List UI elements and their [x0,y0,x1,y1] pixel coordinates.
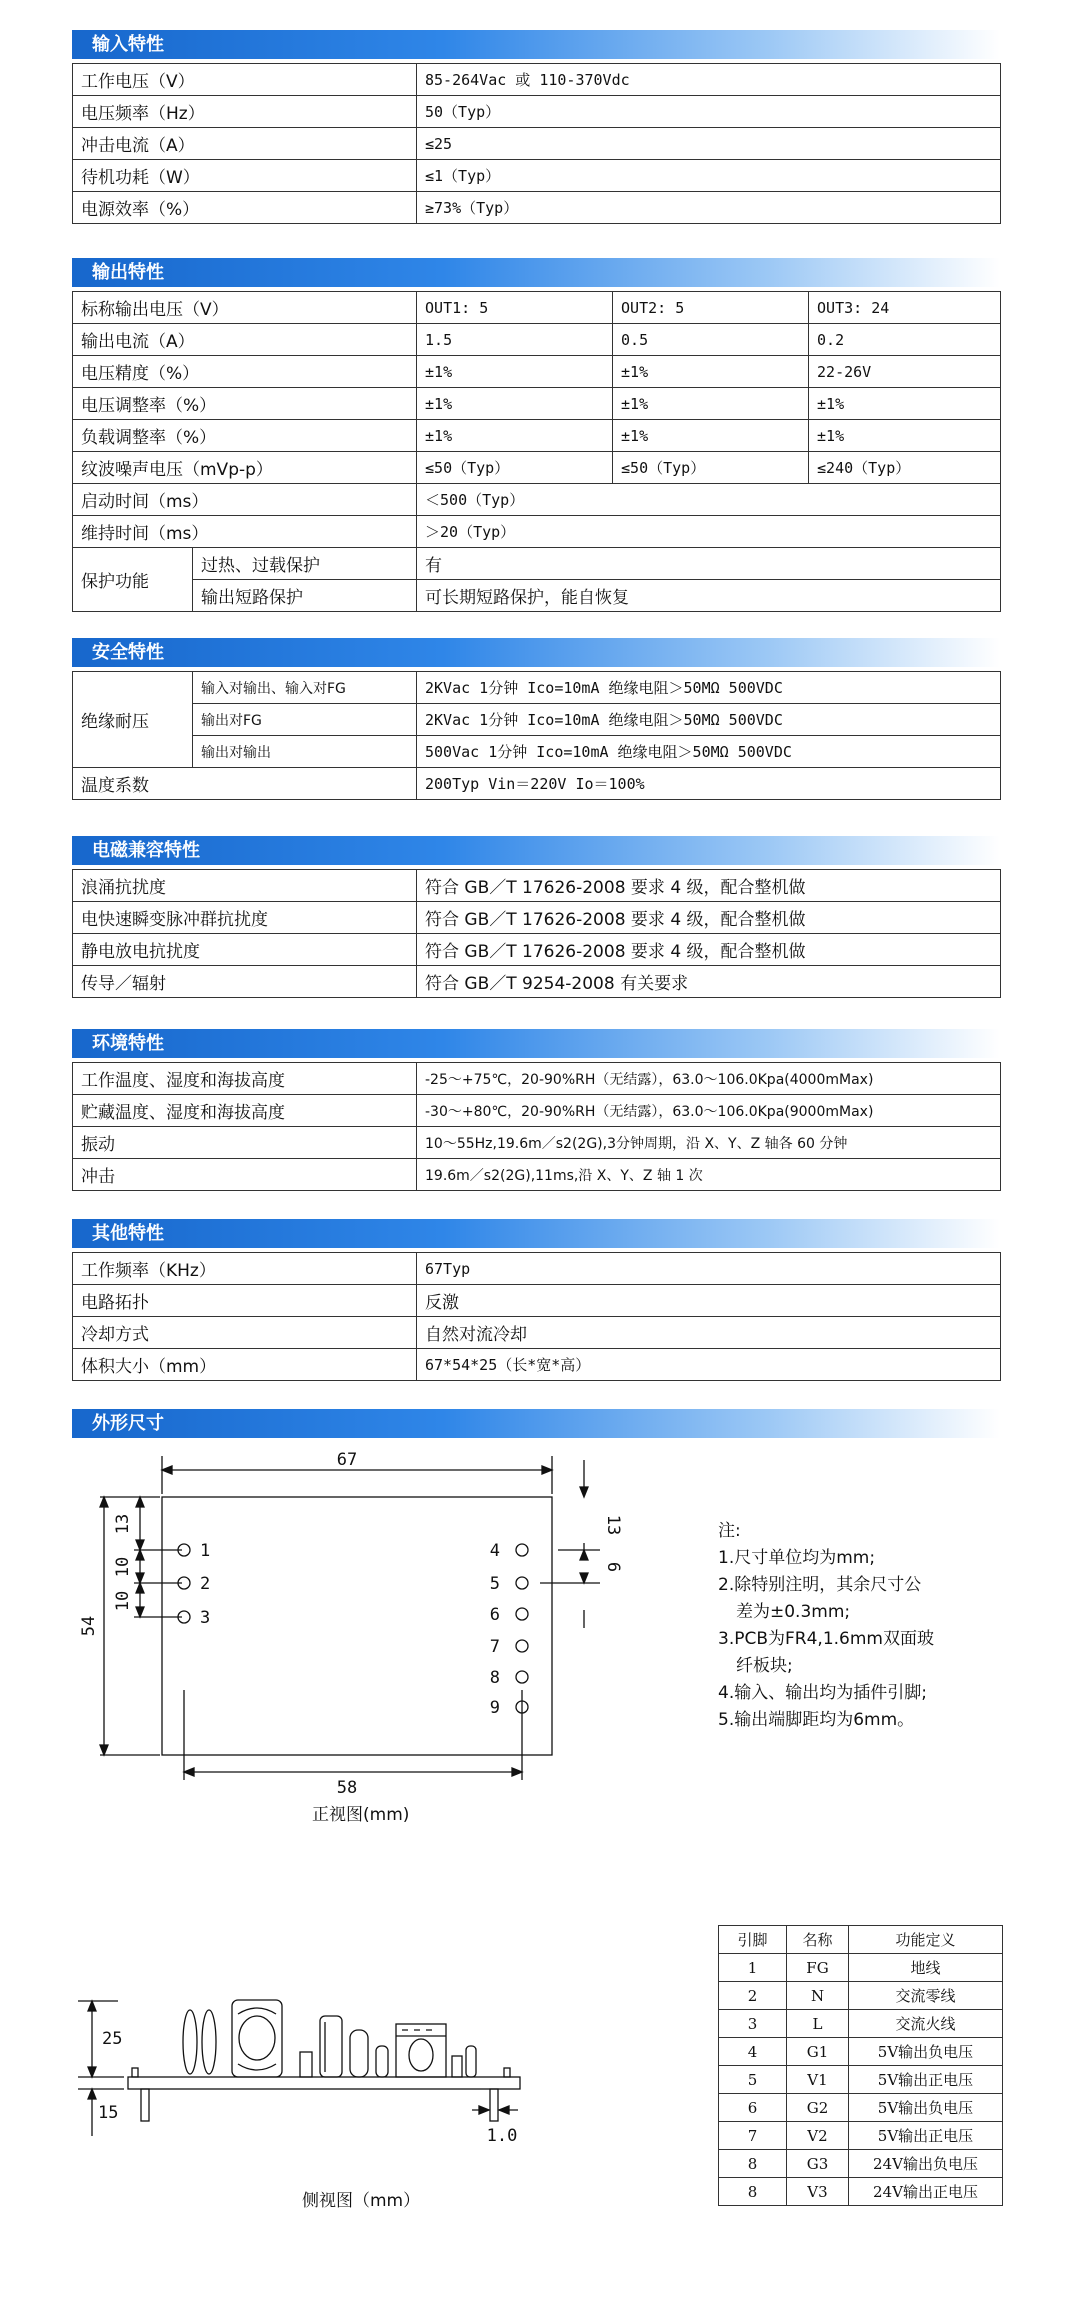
table-row [719,2094,1003,2122]
table-row [73,160,1001,192]
safety-section [72,638,1000,800]
table-row [73,1095,1001,1127]
param-value: ±1% [613,420,809,452]
param-label: 电路拓扑 [73,1285,417,1317]
pin-lead [490,2089,498,2121]
note-line: 1.尺寸单位均为mm; [718,1548,876,1568]
table-row [73,1317,1001,1349]
param-label: 保护功能 [73,548,193,612]
table-row [719,1982,1003,2010]
param-value: 0.2 [809,324,1001,356]
section-header-emc: 电磁兼容特性 [72,836,1000,865]
pin-circle [516,1671,528,1683]
param-label: 电压精度（%） [73,356,417,388]
pin-circle [516,1608,528,1620]
note-line: 4.输入、输出均为插件引脚; [718,1683,927,1703]
pin-function: 5V输出负电压 [849,2094,1003,2122]
dim-pin-dia-label: 1.0 [486,2126,518,2146]
output-table [72,291,1001,612]
pin-circle [516,1544,528,1556]
param-label: 纹波噪声电压（mVp-p） [73,452,417,484]
param-value: 2KVac 1分钟 Ico=10mA 绝缘电阻＞50MΩ 500VDC [417,704,1001,736]
table-row [73,484,1001,516]
param-value: 67Typ [417,1253,1001,1285]
note-line: 2.除特别注明，其余尺寸公 [718,1575,922,1595]
pin-number: 8 [719,2150,787,2178]
param-sublabel: 输出对输出 [193,736,417,768]
other-section [72,1219,1000,1381]
pin-label: 6 [489,1605,500,1625]
pin-number: 8 [719,2178,787,2206]
param-value: 200Typ Vin＝220V Io＝100% [417,768,1001,800]
dim-gap-right-label: 6 [603,1561,623,1573]
table-row [73,768,1001,800]
other-table [72,1252,1001,1381]
dim-height-label: 54 [79,1615,99,1637]
section-header-env: 环境特性 [72,1029,1000,1058]
param-value: ±1% [613,356,809,388]
table-row [73,324,1001,356]
table-row [73,870,1001,902]
param-label: 标称输出电压（V） [73,292,417,324]
param-value: 500Vac 1分钟 Ico=10mA 绝缘电阻＞50MΩ 500VDC [417,736,1001,768]
param-value: ±1% [417,420,613,452]
pin-name: G3 [787,2150,849,2178]
param-label: 静电放电抗扰度 [73,934,417,966]
table-row [73,96,1001,128]
pin-circle [516,1577,528,1589]
table-row [73,1349,1001,1381]
pin-label: 5 [489,1574,500,1594]
table-header-row [719,1926,1003,1954]
pin-function: 交流零线 [849,1982,1003,2010]
param-value: ＜500（Typ） [417,484,1001,516]
param-value: 符合 GB／T 17626-2008 要求 4 级，配合整机做 [417,934,1001,966]
section-header-safety: 安全特性 [72,638,1000,667]
param-value: 可长期短路保护，能自恢复 [417,580,1001,612]
pin-function: 5V输出正电压 [849,2066,1003,2094]
param-label: 待机功耗（W） [73,160,417,192]
table-row [719,2066,1003,2094]
table-row [73,1063,1001,1095]
param-value: 22-26V [809,356,1001,388]
input-table [72,63,1001,224]
param-label: 冲击 [73,1159,417,1191]
pin-function: 地线 [849,1954,1003,1982]
param-label: 电压调整率（%） [73,388,417,420]
dims-section [72,1409,1000,1442]
safety-table [72,671,1001,800]
table-row [719,1954,1003,1982]
pin-table [718,1925,1003,2206]
pin-label: 9 [489,1698,500,1718]
section-header-other: 其他特性 [72,1219,1000,1248]
param-value: ＞20（Typ） [417,516,1001,548]
pin-number: 6 [719,2094,787,2122]
pin-name: FG [787,1954,849,1982]
dim-gap2-label: 10 [113,1590,133,1612]
param-value: ≤25 [417,128,1001,160]
pin-function: 24V输出负电压 [849,2150,1003,2178]
pin-name: L [787,2010,849,2038]
dim-top-left-label: 13 [113,1513,133,1535]
table-row [73,580,1001,612]
dim-pitch-label: 58 [336,1778,358,1798]
column-header: 名称 [787,1926,849,1954]
emc-table [72,869,1001,998]
pin-label: 1 [200,1541,211,1561]
pin-name: V2 [787,2122,849,2150]
table-row [719,2122,1003,2150]
table-row [73,1285,1001,1317]
param-value: 10～55Hz,19.6m／s2(2G),3分钟周期，沿 X、Y、Z 轴各 60 分钟 [417,1127,1001,1159]
table-row [73,516,1001,548]
param-value: 19.6m／s2(2G),11ms,沿 X、Y、Z 轴 1 次 [417,1159,1001,1191]
dim-side-height-label: 25 [102,2029,123,2049]
param-label: 维持时间（ms） [73,516,417,548]
param-value: ±1% [613,388,809,420]
param-value: ≤50（Typ） [613,452,809,484]
param-value: 50（Typ） [417,96,1001,128]
param-value: 0.5 [613,324,809,356]
param-value: 自然对流冷却 [417,1317,1001,1349]
note-line: 差为±0.3mm; [736,1602,851,1622]
table-row [73,704,1001,736]
param-label: 启动时间（ms） [73,484,417,516]
pin-label: 7 [489,1637,500,1657]
pin-number: 5 [719,2066,787,2094]
param-value: ≤50（Typ） [417,452,613,484]
pin-name: V3 [787,2178,849,2206]
table-row [73,292,1001,324]
pin-label: 3 [200,1608,211,1628]
table-row [73,388,1001,420]
param-label: 输出电流（A） [73,324,417,356]
param-label: 温度系数 [73,768,417,800]
param-label: 浪涌抗扰度 [73,870,417,902]
section-header-output: 输出特性 [72,258,1000,287]
param-value: 67*54*25（长*宽*高） [417,1349,1001,1381]
param-label: 振动 [73,1127,417,1159]
pin-function: 5V输出正电压 [849,2122,1003,2150]
param-label: 电压频率（Hz） [73,96,417,128]
note-line: 5.输出端脚距均为6mm。 [718,1710,915,1730]
param-value: 有 [417,548,1001,580]
pin-number: 4 [719,2038,787,2066]
front-view-caption: 正视图(mm) [312,1805,410,1825]
table-row [73,192,1001,224]
param-value: 1.5 [417,324,613,356]
param-sublabel: 输入对输出、输入对FG [193,672,417,704]
param-value: 反激 [417,1285,1001,1317]
table-row [73,902,1001,934]
param-sublabel: 输出短路保护 [193,580,417,612]
table-row [73,356,1001,388]
pin-lead [141,2089,149,2121]
note-line: 3.PCB为FR4,1.6mm双面玻 [718,1629,934,1649]
param-value: -25～+75℃，20-90%RH（无结露），63.0～106.0Kpa(4000mMax) [417,1063,1001,1095]
table-row [73,452,1001,484]
param-label: 绝缘耐压 [73,672,193,768]
output-section [72,258,1000,612]
note-line: 注: [718,1521,741,1541]
param-sublabel: 过热、过载保护 [193,548,417,580]
param-value: 符合 GB／T 17626-2008 要求 4 级，配合整机做 [417,902,1001,934]
param-label: 传导／辐射 [73,966,417,998]
pin-circle [516,1640,528,1652]
table-row [719,2150,1003,2178]
pin-name: V1 [787,2066,849,2094]
env-table [72,1062,1001,1191]
env-section [72,1029,1000,1191]
param-value: ±1% [417,356,613,388]
param-label: 负载调整率（%） [73,420,417,452]
param-label: 工作频率（KHz） [73,1253,417,1285]
table-row [73,1159,1001,1191]
param-value: ±1% [809,420,1001,452]
dims-notes [718,1518,934,1734]
param-value: ≤240（Typ） [809,452,1001,484]
pin-label: 4 [489,1541,500,1561]
table-row [719,2178,1003,2206]
section-header-dims: 外形尺寸 [72,1409,1000,1438]
section-header-input: 输入特性 [72,30,1000,59]
table-row [73,128,1001,160]
param-value: ≤1（Typ） [417,160,1001,192]
table-row [73,420,1001,452]
dim-gap1-label: 10 [113,1556,133,1578]
pin-number: 7 [719,2122,787,2150]
table-row [73,1127,1001,1159]
side-view-caption: 侧视图（mm） [302,2191,421,2211]
pin-name: G2 [787,2094,849,2122]
param-value: OUT3: 24 [809,292,1001,324]
note-line: 纤板块; [736,1656,793,1676]
pcb-board [128,2077,520,2089]
pin-name: G1 [787,2038,849,2066]
table-row [719,2010,1003,2038]
table-row [73,1253,1001,1285]
param-value: 符合 GB／T 9254-2008 有关要求 [417,966,1001,998]
param-label: 贮藏温度、湿度和海拔高度 [73,1095,417,1127]
param-label: 电源效率（%） [73,192,417,224]
input-section [72,30,1000,224]
table-row [73,736,1001,768]
pin-number: 2 [719,1982,787,2010]
param-value: ±1% [809,388,1001,420]
param-label: 体积大小（mm） [73,1349,417,1381]
column-header: 功能定义 [849,1926,1003,1954]
side-view-drawing [72,1960,652,2170]
pin-number: 1 [719,1954,787,1982]
param-value: ≥73%（Typ） [417,192,1001,224]
pin-name: N [787,1982,849,2010]
table-row [73,934,1001,966]
dim-width-label: 67 [336,1450,358,1470]
pin-function: 5V输出负电压 [849,2038,1003,2066]
param-value: ±1% [417,388,613,420]
front-view-drawing [72,1450,632,1820]
table-row [73,966,1001,998]
param-value: OUT2: 5 [613,292,809,324]
pin-label: 8 [489,1668,500,1688]
param-label: 冲击电流（A） [73,128,417,160]
column-header: 引脚 [719,1926,787,1954]
param-value: 2KVac 1分钟 Ico=10mA 绝缘电阻＞50MΩ 500VDC [417,672,1001,704]
pin-number: 3 [719,2010,787,2038]
pin-label: 2 [200,1574,211,1594]
param-label: 工作温度、湿度和海拔高度 [73,1063,417,1095]
pin-function: 交流火线 [849,2010,1003,2038]
param-label: 工作电压（V） [73,64,417,96]
param-value: 符合 GB／T 17626-2008 要求 4 级，配合整机做 [417,870,1001,902]
table-row [719,2038,1003,2066]
table-row [73,64,1001,96]
param-value: OUT1: 5 [417,292,613,324]
table-row [73,548,1001,580]
param-label: 电快速瞬变脉冲群抗扰度 [73,902,417,934]
param-sublabel: 输出对FG [193,704,417,736]
emc-section [72,836,1000,998]
param-label: 冷却方式 [73,1317,417,1349]
dim-pin-length-label: 15 [98,2103,119,2123]
pin-function: 24V输出正电压 [849,2178,1003,2206]
dim-top-right-label: 13 [603,1514,623,1536]
table-row [73,672,1001,704]
param-value: -30～+80℃，20-90%RH（无结露），63.0～106.0Kpa(9000mMax) [417,1095,1001,1127]
param-value: 85-264Vac 或 110-370Vdc [417,64,1001,96]
